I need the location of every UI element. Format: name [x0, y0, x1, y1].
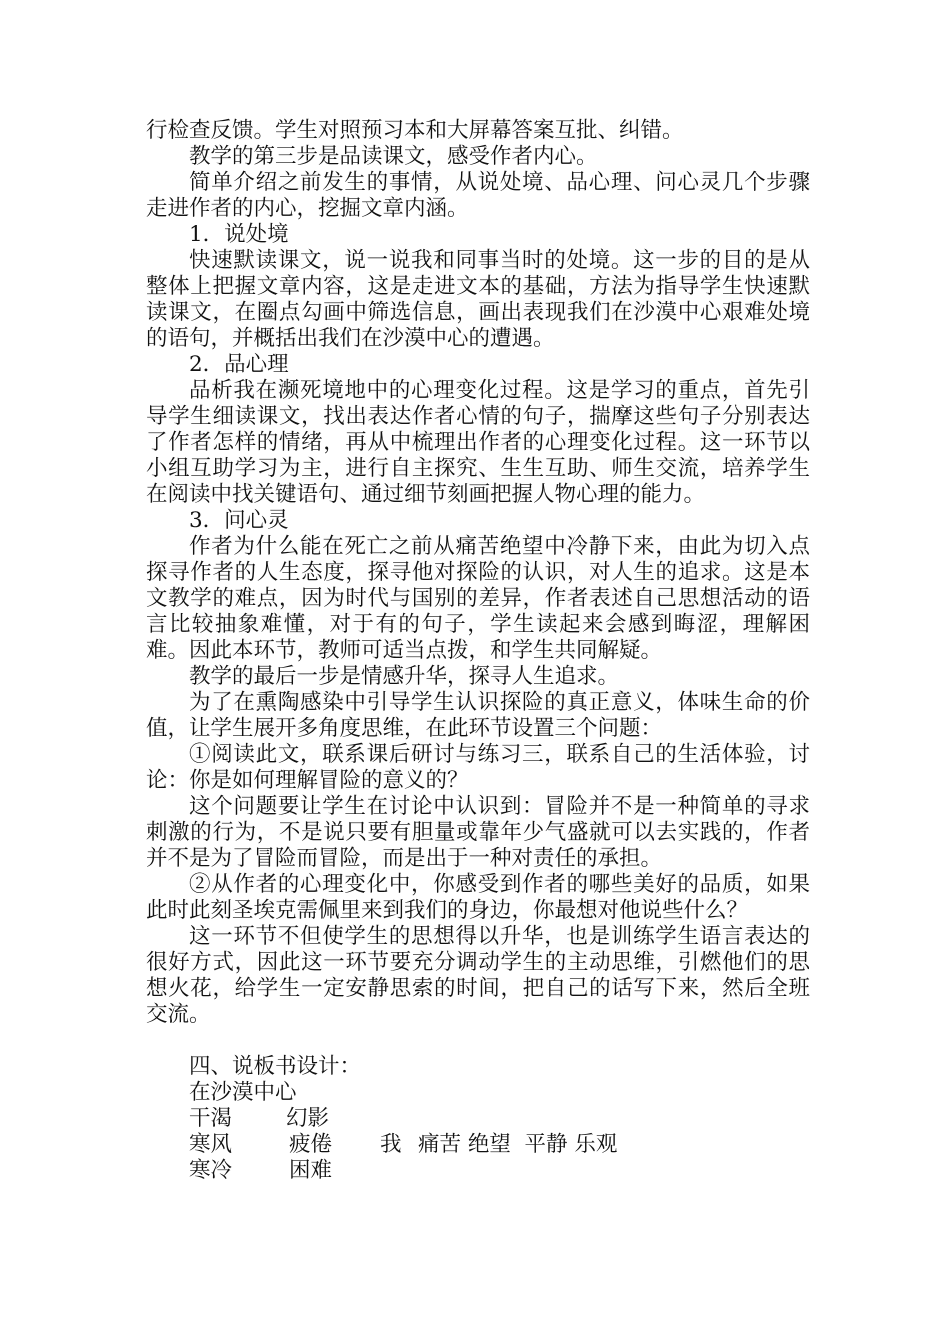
section-heading-3: 3．问心灵: [189, 508, 289, 533]
paragraph-2: 简单介绍之前发生的事情，从说处境、品心理、问心灵几个步骤走进作者的内心，挖掘文章内涵。: [146, 170, 810, 221]
paragraph-0: 行检查反馈。学生对照预习本和大屏幕答案互批、纠错。: [146, 118, 684, 143]
board-cell: 我: [380, 1132, 402, 1157]
board-cell: 寒风: [189, 1132, 233, 1157]
paragraph-12: 这个问题要让学生在讨论中认识到：冒险并不是一种简单的寻求刺激的行为，不是说只要有胆量或靠年少气盛就可以去实践的，作者并不是为了冒险而冒险，而是出于一种对责任的承担。: [146, 794, 810, 871]
document-body: [146, 118, 810, 1184]
section-heading-2: 2．品心理: [189, 352, 289, 377]
paragraph-9: 教学的最后一步是情感升华，探寻人生追求。: [189, 664, 620, 689]
paragraph-1: 教学的第三步是品读课文，感受作者内心。: [189, 144, 598, 169]
question-1: ①阅读此文，联系课后研讨与练习三，联系自己的生活体验，讨论：你是如何理解冒险的意义的？: [146, 742, 810, 793]
section-heading-1: 1．说处境: [189, 222, 289, 247]
paragraph-6: 品析我在濒死境地中的心理变化过程。这是学习的重点，首先引导学生细读课文，找出表达作者心情的句子，揣摩这些句子分别表达了作者怎样的情绪，再从中梳理出作者的心理变化过程。这一环节以小组互助学习为主，进行自主探究、生生互助、师生交流，培养学生在阅读中找关键语句、通过细节刻画把握人物心理的能力。: [146, 378, 810, 507]
board-cell: 干渴: [189, 1106, 233, 1131]
board-row-1: [146, 1106, 810, 1132]
board-cell: 痛苦 绝望 平静 乐观: [418, 1132, 618, 1157]
board-cell: 疲倦: [289, 1132, 333, 1157]
board-heading: 四、说板书设计：: [189, 1054, 362, 1079]
paragraph-8: 作者为什么能在死亡之前从痛苦绝望中冷静下来，由此为切入点探寻作者的人生态度，探寻他对探险的认识，对人生的追求。这是本文教学的难点，因为时代与国别的差异，作者表述自己思想活动的语言比较抽象难懂，对于有的句子，学生读起来会感到晦涩，理解困难。因此本环节，教师可适当点拨，和学生共同解疑。: [146, 534, 810, 663]
board-row-2: [146, 1132, 810, 1158]
blank-line: [146, 1028, 810, 1054]
board-title: 在沙漠中心: [189, 1080, 297, 1105]
paragraph-4: 快速默读课文，说一说我和同事当时的处境。这一步的目的是从整体上把握文章内容，这是走进文本的基础，方法为指导学生快速默读课文，在圈点勾画中筛选信息，画出表现我们在沙漠中心艰难处境的语句，并概括出我们在沙漠中心的遭遇。: [146, 248, 810, 351]
question-2: ②从作者的心理变化中，你感受到作者的哪些美好的品质，如果此时此刻圣埃克需佩里来到我们的身边，你最想对他说些什么？: [146, 872, 810, 923]
board-cell: 寒冷: [189, 1158, 233, 1183]
board-cell: 困难: [289, 1158, 333, 1183]
paragraph-14: 这一环节不但使学生的思想得以升华，也是训练学生语言表达的很好方式，因此这一环节要充分调动学生的主动思维，引燃他们的思想火花，给学生一定安静思索的时间，把自己的话写下来，然后全班交流。: [146, 924, 810, 1027]
board-cell: 幻影: [286, 1106, 330, 1131]
board-row-3: [146, 1158, 810, 1184]
paragraph-10: 为了在熏陶感染中引导学生认识探险的真正意义，体味生命的价值，让学生展开多角度思维，在此环节设置三个问题：: [146, 690, 810, 741]
